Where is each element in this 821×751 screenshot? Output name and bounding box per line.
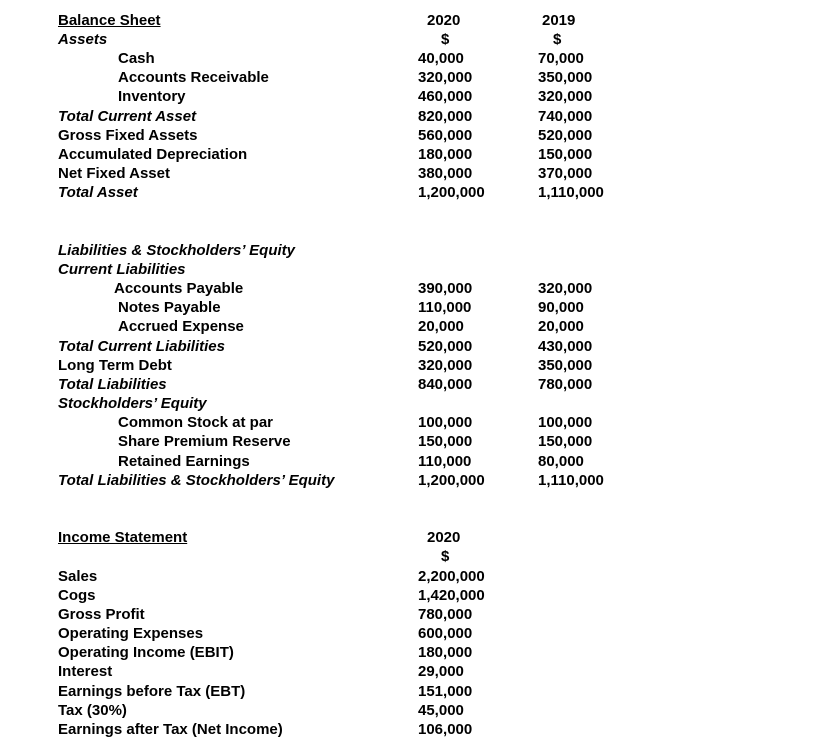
current-liabilities-heading: Current Liabilities: [58, 261, 186, 278]
row-label: Earnings before Tax (EBT): [58, 683, 246, 700]
row-label: Common Stock at par: [118, 414, 274, 431]
income-row-operating-income: [0, 643, 821, 662]
value-2019: 1,110,000: [538, 472, 604, 489]
row-label: Gross Profit: [58, 606, 145, 623]
asset-row-net-fixed-asset: [0, 164, 821, 183]
currency-2020: $: [441, 31, 450, 48]
equity-row-total-liabilities-equity: [0, 471, 821, 490]
value-2020: 520,000: [418, 338, 473, 355]
asset-row-cash: [0, 49, 821, 68]
liability-row-accrued-expense: [0, 317, 821, 336]
row-label: Operating Expenses: [58, 625, 204, 642]
asset-row-accounts-receivable: [0, 68, 821, 87]
value-2020: 2,200,000: [418, 568, 485, 585]
liability-row-accounts-payable: [0, 279, 821, 298]
value-2020: 460,000: [418, 88, 473, 105]
row-label: Total Current Asset: [58, 108, 197, 125]
value-2020: 110,000: [418, 453, 472, 470]
row-label: Total Liabilities & Stockholders’ Equity: [58, 472, 335, 489]
value-2019: 370,000: [538, 165, 593, 182]
value-2020: 20,000: [418, 318, 464, 335]
liability-row-long-term-debt: [0, 356, 821, 375]
row-label: Accounts Receivable: [118, 69, 269, 86]
value-2020: 40,000: [418, 50, 464, 67]
value-2020: 100,000: [418, 414, 473, 431]
value-2019: 350,000: [538, 69, 593, 86]
value-2019: 320,000: [538, 88, 593, 105]
row-label: Earnings after Tax (Net Income): [58, 721, 283, 738]
equity-row-share-premium-reserve: [0, 432, 821, 451]
value-2020: 45,000: [418, 702, 464, 719]
income-currency: $: [441, 548, 450, 565]
equity-heading-row: [0, 394, 821, 413]
income-row-cogs: [0, 586, 821, 605]
value-2020: 1,420,000: [418, 587, 485, 604]
equity-row-retained-earnings: [0, 452, 821, 471]
value-2019: 740,000: [538, 108, 593, 125]
row-label: Accounts Payable: [114, 280, 244, 297]
row-label: Operating Income (EBIT): [58, 644, 234, 661]
value-2020: 180,000: [418, 644, 473, 661]
value-2019: 320,000: [538, 280, 593, 297]
income-row-tax: [0, 701, 821, 720]
income-currency-row: [0, 547, 821, 566]
asset-row-gross-fixed-assets: [0, 126, 821, 145]
row-label: Interest: [58, 663, 113, 680]
income-statement-header-row: [0, 528, 821, 547]
value-2020: 29,000: [418, 663, 464, 680]
assets-heading-row: [0, 30, 821, 49]
liabilities-heading-row: [0, 241, 821, 260]
value-2020: 320,000: [418, 69, 473, 86]
value-2020: 1,200,000: [418, 184, 485, 201]
row-label: Inventory: [118, 88, 186, 105]
income-row-gross-profit: [0, 605, 821, 624]
value-2020: 600,000: [418, 625, 473, 642]
value-2020: 560,000: [418, 127, 473, 144]
value-2020: 151,000: [418, 683, 473, 700]
row-label: Sales: [58, 568, 98, 585]
balance-sheet-header-row: [0, 11, 821, 30]
row-label: Tax (30%): [58, 702, 127, 719]
value-2019: 100,000: [538, 414, 593, 431]
income-row-net-income: [0, 720, 821, 739]
value-2019: 1,110,000: [538, 184, 604, 201]
asset-row-total-asset: [0, 183, 821, 202]
liabilities-equity-heading: Liabilities & Stockholders’ Equity: [58, 242, 295, 259]
equity-row-common-stock: [0, 413, 821, 432]
value-2019: 350,000: [538, 357, 593, 374]
asset-row-inventory: [0, 87, 821, 106]
value-2019: 520,000: [538, 127, 593, 144]
row-label: Total Liabilities: [58, 376, 167, 393]
value-2019: 80,000: [538, 453, 584, 470]
row-label: Accumulated Depreciation: [58, 146, 248, 163]
year-2019-header: 2019: [542, 12, 576, 29]
row-label: Cogs: [58, 587, 96, 604]
liability-row-total-liabilities: [0, 375, 821, 394]
value-2020: 106,000: [418, 721, 473, 738]
current-liabilities-heading-row: [0, 260, 821, 279]
row-label: Gross Fixed Assets: [58, 127, 198, 144]
value-2019: 780,000: [538, 376, 593, 393]
value-2020: 390,000: [418, 280, 473, 297]
income-year-header: 2020: [427, 529, 461, 546]
value-2020: 320,000: [418, 357, 473, 374]
value-2019: 430,000: [538, 338, 593, 355]
value-2019: 150,000: [538, 146, 593, 163]
value-2019: 150,000: [538, 433, 593, 450]
asset-row-total-current-asset: [0, 107, 821, 126]
row-label: Accrued Expense: [118, 318, 244, 335]
value-2020: 180,000: [418, 146, 473, 163]
assets-heading: Assets: [58, 31, 108, 48]
value-2020: 110,000: [418, 299, 472, 316]
income-statement-title: Income Statement: [58, 529, 188, 546]
value-2020: 150,000: [418, 433, 473, 450]
income-row-sales: [0, 567, 821, 586]
row-label: Long Term Debt: [58, 357, 172, 374]
value-2019: 90,000: [538, 299, 584, 316]
currency-2019: $: [553, 31, 562, 48]
value-2020: 380,000: [418, 165, 473, 182]
row-label: Net Fixed Asset: [58, 165, 170, 182]
value-2019: 70,000: [538, 50, 584, 67]
row-label: Cash: [118, 50, 155, 67]
row-label: Notes Payable: [118, 299, 221, 316]
value-2020: 820,000: [418, 108, 473, 125]
value-2020: 780,000: [418, 606, 473, 623]
balance-sheet-title: Balance Sheet: [58, 12, 161, 29]
value-2019: 20,000: [538, 318, 584, 335]
year-2020-header: 2020: [427, 12, 461, 29]
income-row-ebt: [0, 682, 821, 701]
liability-row-total-current-liabilities: [0, 337, 821, 356]
liability-row-notes-payable: [0, 298, 821, 317]
value-2020: 840,000: [418, 376, 473, 393]
income-row-interest: [0, 662, 821, 681]
income-row-operating-expenses: [0, 624, 821, 643]
row-label: Retained Earnings: [118, 453, 250, 470]
row-label: Share Premium Reserve: [118, 433, 291, 450]
stockholders-equity-heading: Stockholders’ Equity: [58, 395, 207, 412]
row-label: Total Current Liabilities: [58, 338, 225, 355]
row-label: Total Asset: [58, 184, 138, 201]
asset-row-accumulated-depreciation: [0, 145, 821, 164]
value-2020: 1,200,000: [418, 472, 485, 489]
